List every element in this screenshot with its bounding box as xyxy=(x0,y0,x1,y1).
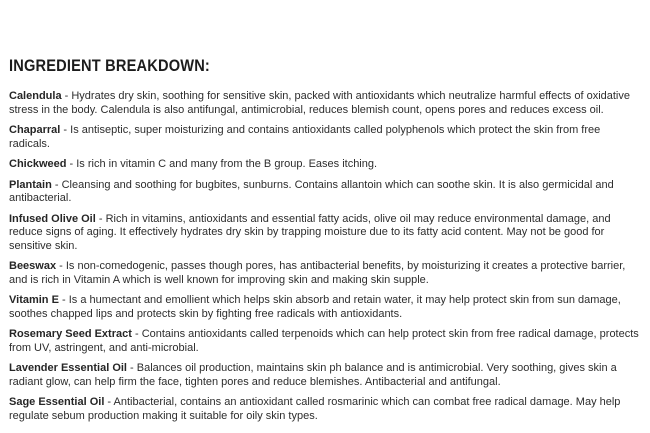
ingredient-description: Hydrates dry skin, soothing for sensitive skin, packed with antioxidants which neutralize harmful effects of oxidative stress in the body. Calendula is also antifungal, antimicrobial, reduces blemish count, opens pores and reduces excess oil. xyxy=(9,90,630,116)
ingredient-paragraph xyxy=(9,124,641,151)
name-description-separator: - xyxy=(61,90,72,102)
ingredient-paragraph xyxy=(9,179,641,206)
ingredient-name: Chickweed xyxy=(9,158,67,170)
ingredient-paragraph xyxy=(9,294,641,321)
ingredient-description: Is non-comedogenic, passes though pores, has antibacterial benefits, by moisturizing it creates a protective barrier, and is rich in Vitamin A which is well known for improving skin and making skin supple. xyxy=(9,260,626,286)
ingredient-description: Is a humectant and emollient which helps skin absorb and retain water, it may help protect skin from sun damage, soothes chapped lips and protects skin by fighting free radicals with antioxidants. xyxy=(9,294,621,320)
ingredient-name: Vitamin E xyxy=(9,294,59,306)
ingredient-name: Calendula xyxy=(9,90,62,102)
name-description-separator: - xyxy=(95,212,106,225)
ingredient-paragraph xyxy=(9,158,641,172)
ingredient-list xyxy=(9,90,641,423)
ingredient-description: Is rich in vitamin C and many from the B group. Eases itching. xyxy=(76,158,378,170)
ingredient-paragraph xyxy=(9,362,641,389)
page-title: INGREDIENT BREAKDOWN: xyxy=(9,56,210,75)
ingredient-paragraph xyxy=(9,328,641,355)
name-description-separator: - xyxy=(58,294,69,306)
name-description-separator: - xyxy=(104,396,114,408)
name-description-separator: - xyxy=(56,260,66,272)
ingredient-description: Is antiseptic, super moisturizing and contains antioxidants called polyphenols which protect the skin from free radicals. xyxy=(9,124,601,150)
name-description-separator: - xyxy=(127,362,137,374)
ingredient-name: Rosemary Seed Extract xyxy=(9,328,132,340)
ingredient-description: Contains antioxidants called terpenoids which can help protect skin from free radical damage, protects from UV, astringent, and anti-microbial. xyxy=(9,328,639,354)
ingredient-paragraph xyxy=(9,396,641,423)
ingredient-description: Rich in vitamins, antioxidants and essential fatty acids, olive oil may reduce environmental damage, and reduce signs of aging. It effectively hydrates dry skin by trapping moisture due to its fatty acid content. May not be good for sensitive skin. xyxy=(9,212,611,252)
name-description-separator: - xyxy=(66,158,77,170)
ingredient-description: Antibacterial, contains an antioxidant called rosmarinic which can combat free radical damage. May help regulate sebum production making it suitable for oily skin types. xyxy=(9,396,621,422)
ingredient-paragraph xyxy=(9,213,641,254)
ingredient-name: Infused Olive Oil xyxy=(9,212,96,225)
name-description-separator: - xyxy=(51,178,62,191)
ingredient-description: Cleansing and soothing for bugbites, sunburns. Contains allantoin which can soothe skin. It is also germicidal and antibacterial. xyxy=(9,178,614,204)
name-description-separator: - xyxy=(131,328,142,340)
ingredient-name: Beeswax xyxy=(9,260,57,272)
ingredient-name: Lavender Essential Oil xyxy=(9,362,127,374)
ingredient-name: Plantain xyxy=(9,178,52,191)
ingredient-paragraph xyxy=(9,90,641,117)
ingredient-name: Sage Essential Oil xyxy=(9,396,105,408)
ingredient-description: Balances oil production, maintains skin ph balance and is antimicrobial. Very soothing, gives skin a radiant glow, can help firm the face, tighten pores and reduce blemishes. Antibacterial and antifungal. xyxy=(9,362,617,388)
name-description-separator: - xyxy=(60,124,71,136)
ingredient-paragraph xyxy=(9,260,641,287)
ingredient-name: Chaparral xyxy=(9,124,61,136)
